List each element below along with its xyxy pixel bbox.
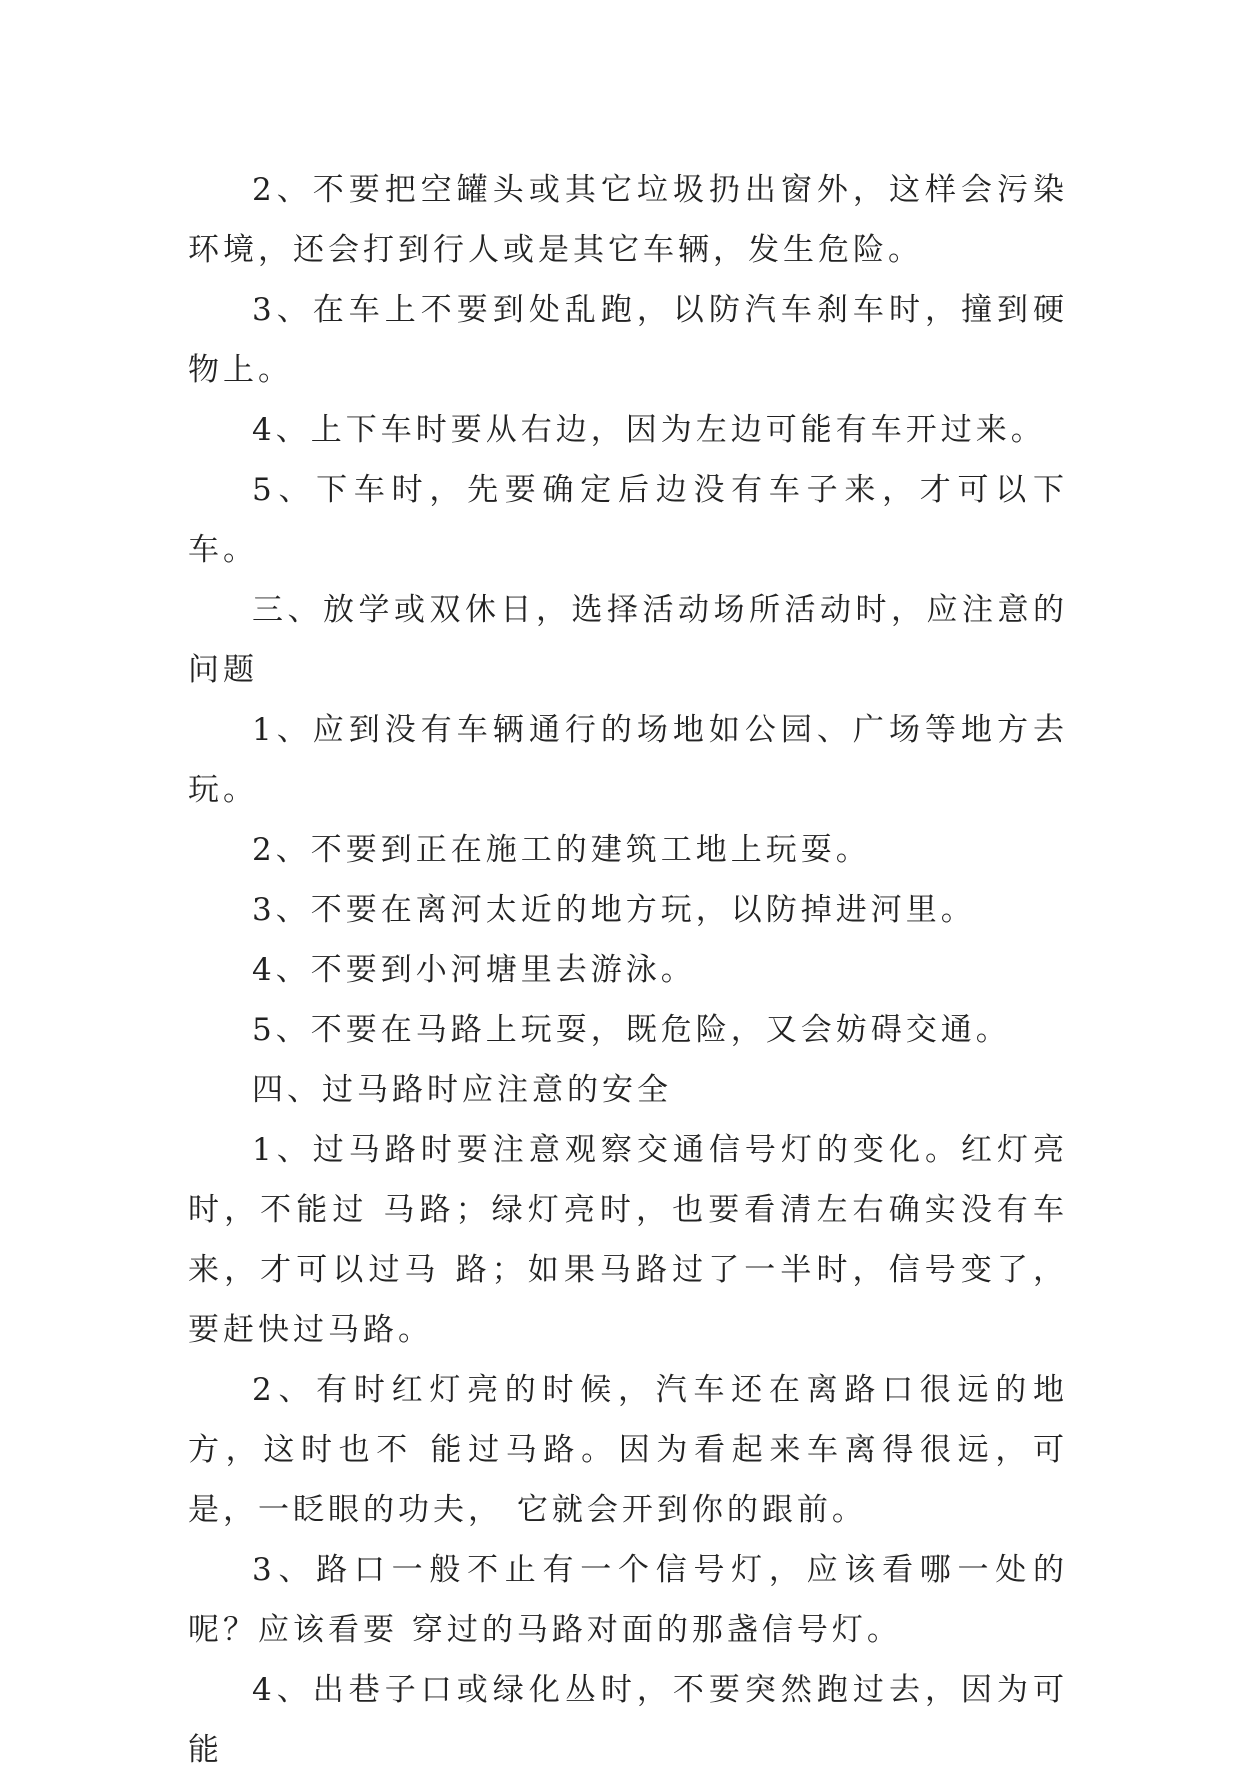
paragraph: 3、路口一般不止有一个信号灯，应该看哪一处的呢？应该看要 穿过的马路对面的那盏信号灯。 — [188, 1552, 1068, 1648]
paragraph: 1、过马路时要注意观察交通信号灯的变化。红灯亮时，不能过 马路；绿灯亮时，也要看清左右确实没有车来，才可以过马 路；如果马路过了一半时，信号变了，要赶快过马路。 — [188, 1132, 1068, 1348]
paragraph: 2、有时红灯亮的时候，汽车还在离路口很远的地方，这时也不 能过马路。因为看起来车离得很远，可是，一眨眼的功夫， 它就会开到你的跟前。 — [188, 1372, 1068, 1528]
paragraph: 2、不要到正在施工的建筑工地上玩耍。 — [252, 832, 871, 868]
paragraph: 3、在车上不要到处乱跑，以防汽车刹车时，撞到硬物上。 — [188, 292, 1068, 388]
paragraph: 5、不要在马路上玩耍，既危险，又会妨碍交通。 — [252, 1012, 1011, 1048]
document-body — [188, 160, 1068, 1780]
paragraph: 2、不要把空罐头或其它垃圾扔出窗外，这样会污染环境，还会打到行人或是其它车辆，发生危险。 — [188, 172, 1068, 268]
section-heading: 三、放学或双休日，选择活动场所活动时，应注意的问题 — [188, 592, 1068, 688]
paragraph: 4、不要到小河塘里去游泳。 — [252, 952, 696, 988]
paragraph: 4、出巷子口或绿化丛时，不要突然跑过去，因为可能 — [188, 1672, 1068, 1768]
paragraph: 1、应到没有车辆通行的场地如公园、广场等地方去玩。 — [188, 712, 1068, 808]
section-heading: 四、过马路时应注意的安全 — [252, 1072, 672, 1108]
paragraph: 4、上下车时要从右边，因为左边可能有车开过来。 — [252, 412, 1046, 448]
paragraph: 5、下车时，先要确定后边没有车子来，才可以下车。 — [188, 472, 1068, 568]
paragraph: 3、不要在离河太近的地方玩，以防掉进河里。 — [252, 892, 976, 928]
